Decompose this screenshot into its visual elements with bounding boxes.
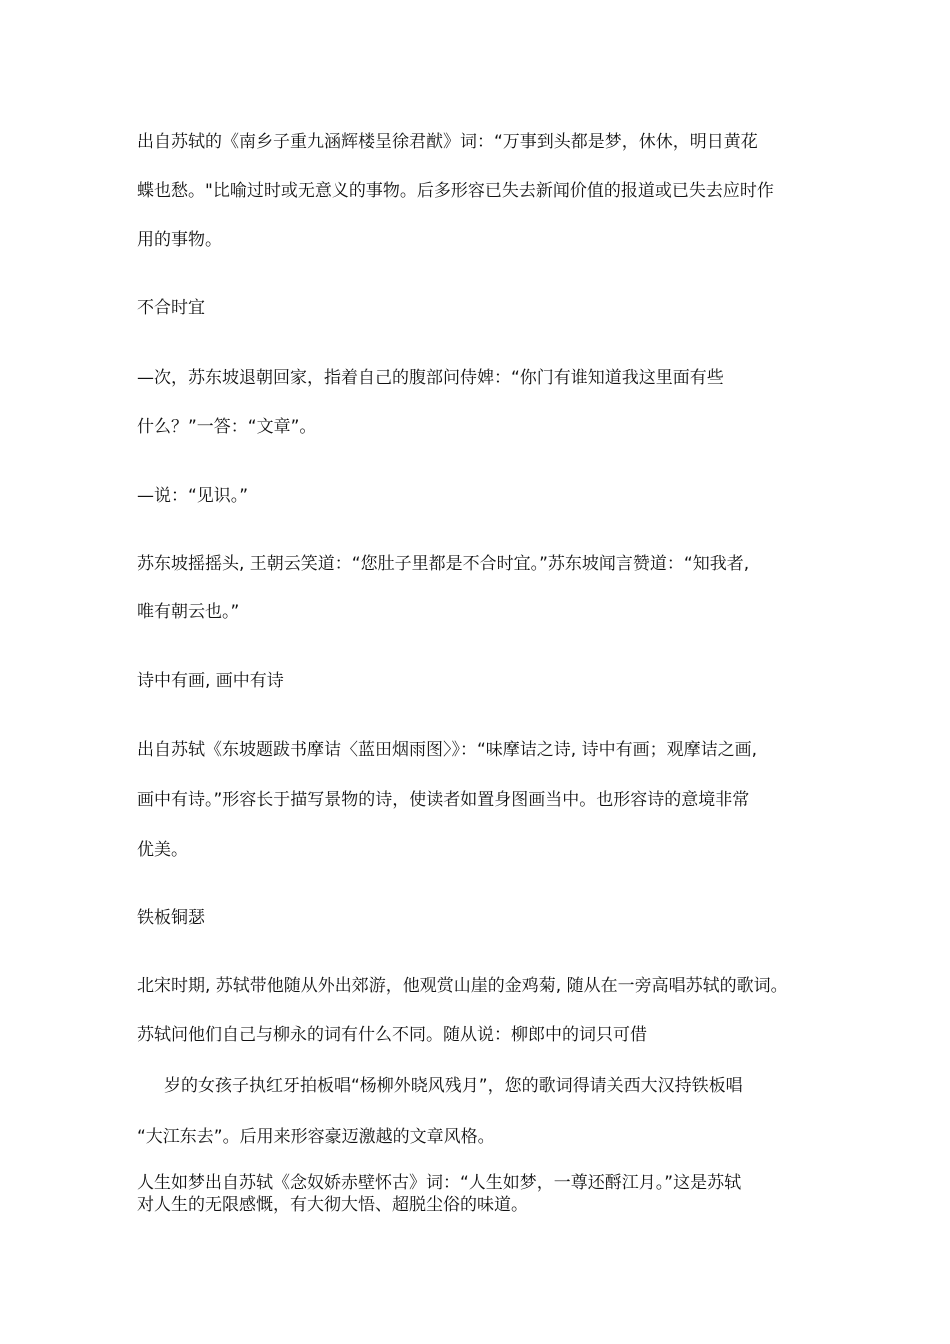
paragraph-line: 什么？”一答：“文章”。: [137, 417, 317, 437]
paragraph-line: 苏轼问他们自己与柳永的词有什么不同。随从说：柳郎中的词只可借: [137, 1025, 647, 1045]
paragraph-line: 蝶也愁。"比喻过时或无意义的事物。后多形容已失去新闻价值的报道或已失去应时作: [137, 181, 774, 201]
paragraph-line: 对人生的无限感慨，有大彻大悟、超脱尘俗的味道。: [137, 1195, 528, 1215]
paragraph-line: 苏东坡摇摇头, 王朝云笑道：“您肚子里都是不合时宜。”苏东坡闻言赞道：“知我者,: [137, 554, 750, 574]
section-heading: 不合时宜: [137, 298, 205, 318]
paragraph-line: 用的事物。: [137, 230, 222, 250]
paragraph-line: 优美。: [137, 840, 188, 860]
paragraph-line: 出自苏轼《东坡题跋书摩诘〈蓝田烟雨图〉》：“味摩诘之诗, 诗中有画；观摩诘之画,: [137, 740, 758, 760]
paragraph-line: 北宋时期, 苏轼带他随从外出郊游，他观赏山崖的金鸡菊, 随从在一旁高唱苏轼的歌词。: [137, 976, 788, 996]
section-heading: 诗中有画, 画中有诗: [137, 671, 284, 691]
paragraph-line: 人生如梦出自苏轼《念奴娇赤壁怀古》词：“人生如梦，一尊还酹江月。”这是苏轼: [137, 1173, 742, 1193]
section-heading: 铁板铜瑟: [137, 908, 205, 928]
paragraph-line: —次，苏东坡退朝回家，指着自己的腹部问侍婢：“你门有谁知道我这里面有些: [137, 368, 724, 388]
paragraph-line: 岁的女孩子执红牙拍板唱“杨柳外晓风残月”，您的歌词得请关西大汉持铁板唱: [164, 1076, 743, 1096]
paragraph-line: 画中有诗。”形容长于描写景物的诗，使读者如置身图画当中。也形容诗的意境非常: [137, 790, 750, 810]
paragraph-line: 唯有朝云也。”: [137, 602, 240, 622]
paragraph-line: “大江东去”。后用来形容豪迈激越的文章风格。: [137, 1127, 495, 1147]
paragraph-line: —说：“见识。”: [137, 486, 249, 506]
paragraph-line: 出自苏轼的《南乡子重九涵辉楼呈徐君猷》词：“万事到头都是梦，休休，明日黄花: [137, 132, 758, 152]
